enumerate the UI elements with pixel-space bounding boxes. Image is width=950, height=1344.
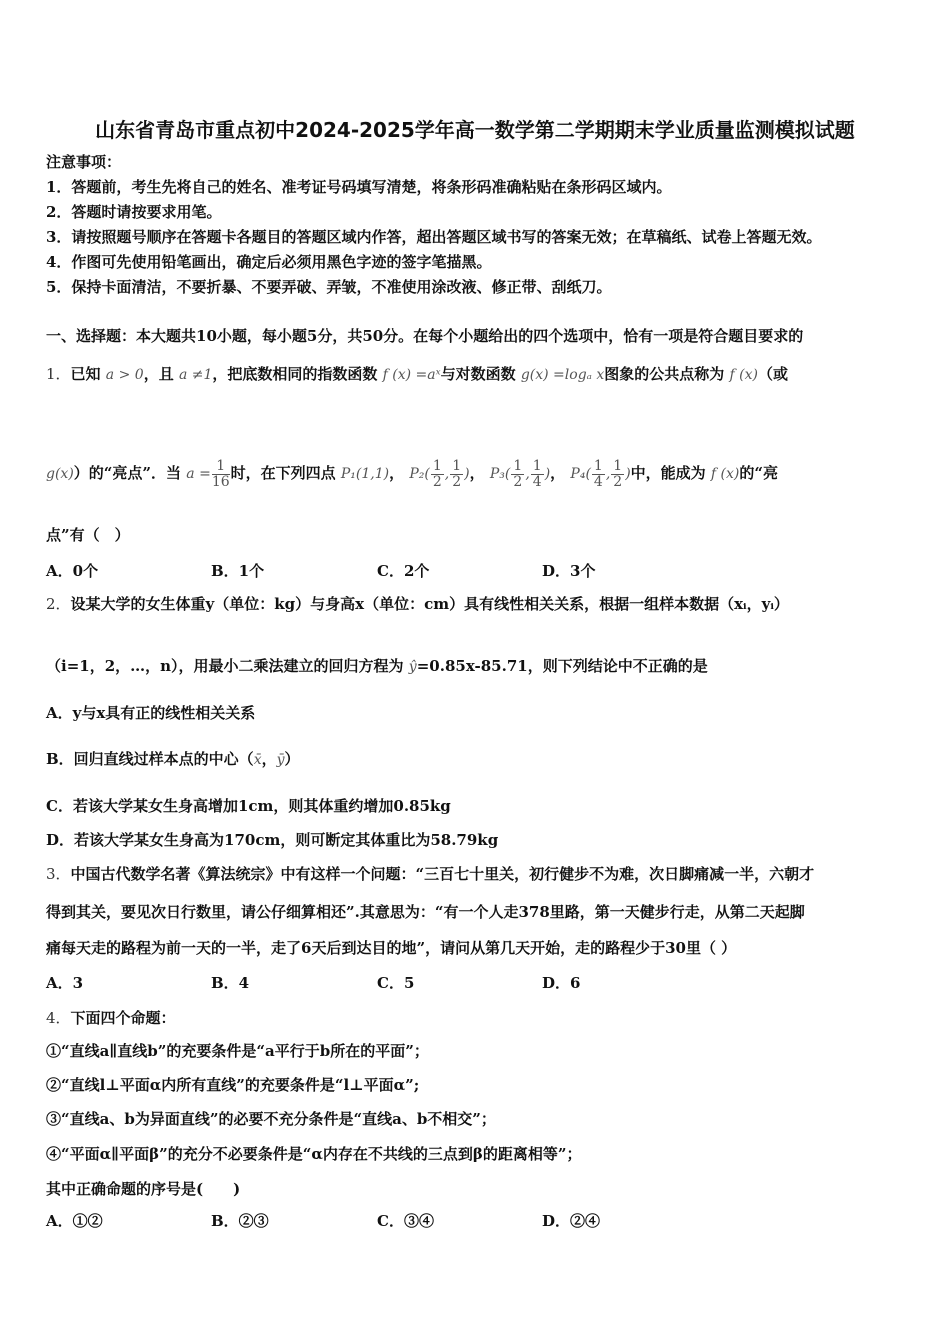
point-p1: P₁(1,1) [340, 466, 390, 482]
notice-heading: 注意事项： [46, 153, 122, 171]
question-1-line-3: 点”有（ ） [46, 526, 130, 544]
option-c: C．若该大学某女生身高增加1cm，则其体重约增加0.85kg [46, 797, 451, 815]
option-d: D．②④ [542, 1212, 601, 1230]
option-b: B．4 [211, 974, 250, 992]
option-c: C．2个 [377, 562, 430, 580]
math-xbar: x̄ [253, 752, 262, 768]
statement-4: ④“平面α∥平面β”的充分不必要条件是“α内存在不共线的三点到β的距离相等”； [46, 1145, 582, 1163]
point-p4: P₄( $\frac{1}{4}$ , $\frac{1}{2}$ ) [570, 457, 631, 490]
notice-item: 4．作图可先使用铅笔画出，确定后必须用黑色字迹的签字笔描黑。 [46, 253, 492, 271]
question-3-line-3: 痛每天走的路程为前一天的一半，走了6天后到达目的地”，请问从第几天开始，走的路程少于30里（ ） [46, 939, 737, 957]
option-c: C．5 [377, 974, 415, 992]
statement-1: ①“直线a∥直线b”的充要条件是“a平行于b所在的平面”； [46, 1042, 429, 1060]
notice-item: 3．请按照题号顺序在答题卡各题目的答题区域内作答，超出答题区域书写的答案无效；在草稿纸、试卷上答题无效。 [46, 228, 822, 246]
math-expression: a ≠1 [178, 367, 213, 383]
question-4-stem: 4．下面四个命题： [46, 1009, 176, 1027]
point-p3: P₃( $\frac{1}{2}$ , $\frac{1}{4}$ ) [489, 457, 551, 490]
question-2-line-2: （i=1，2，…，n），用最小二乘法建立的回归方程为 ŷ=0.85x-85.71，则下列结论中不正确的是 [46, 657, 708, 675]
question-3-line-1: 3．中国古代数学名著《算法统宗》中有这样一个问题：“三百七十里关，初行健步不为难，次日脚痛减一半，六朝才 [46, 865, 815, 883]
option-b: B．1个 [211, 562, 265, 580]
math-expression: f (x) =aˣ [382, 367, 441, 383]
question-1-line-1: 1．已知 a > 0，且 a ≠1，把底数相同的指数函数 f (x) =aˣ与对数函数 g(x) =logₐ x图象的公共点称为 f (x)（或 [46, 365, 788, 383]
statement-2: ②“直线l⊥平面α内所有直线”的充要条件是“l⊥平面α”; [46, 1076, 420, 1094]
math-expression: f (x) [710, 466, 740, 482]
point-p2: P₂( $\frac{1}{2}$ , $\frac{1}{2}$ ) [409, 457, 470, 490]
math-expression: f (x) [729, 367, 758, 383]
math-expression: g(x) =logₐ x [520, 367, 605, 383]
option-b: B．回归直线过样本点的中心（x̄，ȳ） [46, 750, 300, 768]
option-d: D．若该大学某女生身高为170cm，则可断定其体重比为58.79kg [46, 831, 499, 849]
math-expression: a > 0 [105, 367, 144, 383]
option-d: D．3个 [542, 562, 596, 580]
math-ybar: ȳ [276, 752, 285, 768]
option-a: A．3 [46, 974, 84, 992]
section-heading: 一、选择题：本大题共10小题，每小题5分，共50分。在每个小题给出的四个选项中，恰有一项是符合题目要求的 [46, 327, 804, 345]
question-number: 3． [46, 865, 71, 883]
fraction: $\frac{1}{16}$ [211, 457, 230, 490]
question-1-line-2: g(x)）的“亮点”．当 a = $\frac{1}{16}$ 时，在下列四点 P₁(1,1)， P₂( $\frac{1}{2}$ , $\frac{1}{2}$ )， P₃( $\frac{1}{2}$ , $\frac{1}{4}$ )， P₄( $\frac{1}{4}$ , $\frac{1}{2}$ )中，能成为 f (x)的“亮 [46, 457, 779, 490]
notice-item: 2．答题时请按要求用笔。 [46, 203, 222, 221]
statement-3: ③“直线a、b为异面直线”的必要不充分条件是“直线a、b不相交”； [46, 1110, 496, 1128]
page-title: 山东省青岛市重点初中2024-2025学年高一数学第二学期期末学业质量监测模拟试题 [95, 118, 855, 142]
option-a: A．0个 [46, 562, 99, 580]
question-number: 1． [46, 365, 71, 383]
math-yhat: ŷ [408, 659, 417, 675]
question-number: 4． [46, 1009, 71, 1027]
question-4-ask: 其中正确命题的序号是( ) [46, 1180, 241, 1198]
option-d: D．6 [542, 974, 581, 992]
option-b: B．②③ [211, 1212, 269, 1230]
option-c: C．③④ [377, 1212, 434, 1230]
question-3-line-2: 得到其关，要见次日行数里，请公仔细算相还”.其意思为：“有一个人走378里路，第一天健步行走，从第二天起脚 [46, 903, 805, 921]
notice-item: 1．答题前，考生先将自己的姓名、准考证号码填写清楚，将条形码准确粘贴在条形码区域内。 [46, 178, 672, 196]
math-expression: a = [186, 466, 211, 482]
question-number: 2． [46, 595, 71, 613]
question-2-line-1: 2．设某大学的女生体重y（单位：kg）与身高x（单位：cm）具有线性相关关系，根据一组样本数据（xᵢ，yᵢ） [46, 595, 789, 613]
notice-item: 5．保持卡面清洁，不要折暴、不要弄破、弄皱，不准使用涂改液、修正带、刮纸刀。 [46, 278, 612, 296]
math-expression: g(x) [46, 466, 74, 482]
option-a: A．①② [46, 1212, 103, 1230]
option-a: A．y与x具有正的线性相关关系 [46, 704, 256, 722]
